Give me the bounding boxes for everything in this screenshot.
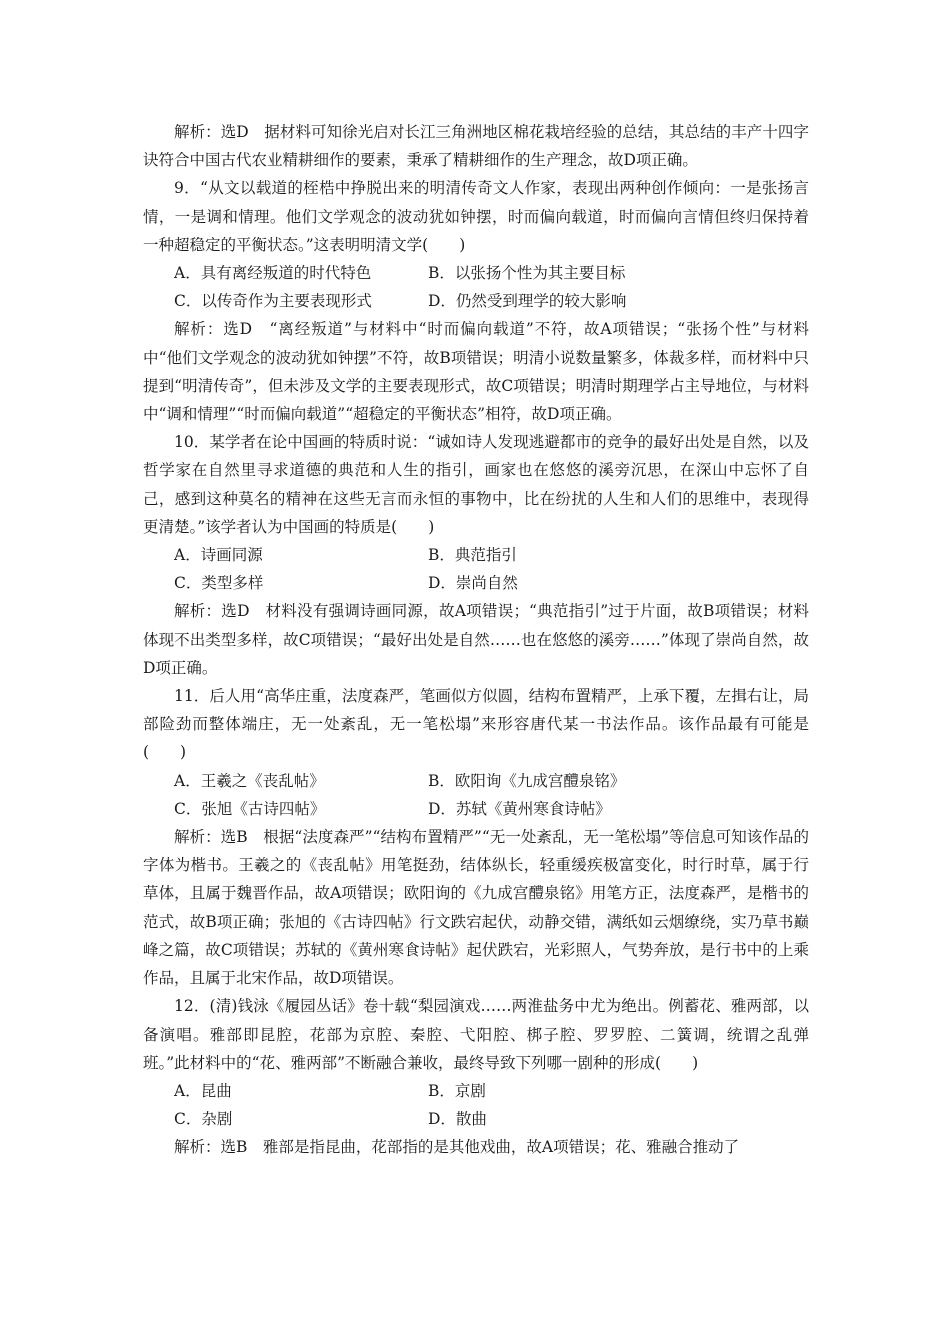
option-d: D．苏轼《黄州寒食诗帖》 (428, 799, 611, 818)
option-c: C．以传奇作为主要表现形式 (174, 292, 372, 311)
option-b: B．典范指引 (428, 546, 517, 565)
question-9-options (143, 259, 809, 315)
option-b: B．欧阳询《九成宫醴泉铭》 (428, 771, 626, 790)
option-a: A．具有离经叛道的时代特色 (174, 264, 372, 283)
question-12-stem: 12．(清)钱泳《履园丛话》卷十载“梨园演戏……两淮盐务中尤为绝出。例蓄花、雅两部，以备演唱。雅部即昆腔，花部为京腔、秦腔、弋阳腔、梆子腔、罗罗腔、二簧调，统谓之乱弹班。”此材料中的“花、雅两部”不断融合兼收，最终导致下列哪一剧种的形成( ) (143, 997, 809, 1072)
question-12-options (143, 1077, 809, 1133)
option-a: A．王羲之《丧乱帖》 (174, 771, 325, 790)
option-c: C．张旭《古诗四帖》 (174, 799, 326, 818)
option-b: B．京剧 (428, 1081, 486, 1100)
question-11-options (143, 767, 809, 823)
question-10-options (143, 541, 809, 597)
option-c: C．杂剧 (174, 1110, 233, 1129)
analysis-11: 解析：选B 根据“法度森严”“结构布置精严”“无一处紊乱，无一笔松塌”等信息可知该作品的字体为楷书。王羲之的《丧乱帖》用笔挺劲，结体纵长，轻重缓疾极富变化，时行时草，属于行草体，且属于魏晋作品，故A项错误；欧阳询的《九成宫醴泉铭》用笔方正，法度森严，是楷书的范式，故B项正确；张旭的《古诗四帖》行文跌宕起伏，动静交错，满纸如云烟缭绕，实乃草书巅峰之篇，故C项错误；苏轼的《黄州寒食诗帖》起伏跌宕，光彩照人，气势奔放，是行书中的上乘作品，且属于北宋作品，故D项错误。 (143, 828, 809, 988)
analysis-10: 解析：选D 材料没有强调诗画同源，故A项错误；“典范指引”过于片面，故B项错误；材料体现不出类型多样，故C项错误；“最好出处是自然……也在悠悠的溪旁……”体现了崇尚自然，故D项正确。 (143, 602, 809, 677)
option-d: D．散曲 (428, 1110, 487, 1129)
option-b: B．以张扬个性为其主要目标 (428, 264, 626, 283)
question-9-stem: 9．“从文以载道的桎梏中挣脱出来的明清传奇文人作家，表现出两种创作倾向：一是张扬言情，一是调和情理。他们文学观念的波动犹如钟摆，时而偏向载道，时而偏向言情但终归保持着一种超稳定的平衡状态。”这表明明清文学( ) (143, 179, 809, 254)
option-a: A．诗画同源 (174, 546, 263, 565)
analysis-9: 解析：选D “离经叛道”与材料中“时而偏向载道”不符，故A项错误；“张扬个性”与材料中“他们文学观念的波动犹如钟摆”不符，故B项错误；明清小说数量繁多，体裁多样，而材料中只提到“明清传奇”，但未涉及文学的主要表现形式，故C项错误；明清时期理学占主导地位，与材料中“调和情理”“时而偏向载道”“超稳定的平衡状态”相符，故D项正确。 (143, 320, 809, 424)
option-a: A．昆曲 (174, 1081, 232, 1100)
analysis-8: 解析：选D 据材料可知徐光启对长江三角洲地区棉花栽培经验的总结，其总结的丰产十四字诀符合中国古代农业精耕细作的要素，秉承了精耕细作的生产理念，故D项正确。 (143, 123, 809, 170)
document-body (143, 118, 809, 1162)
question-11-stem: 11．后人用“高华庄重，法度森严，笔画似方似圆，结构布置精严，上承下覆，左揖右让，局部险劲而整体端庄，无一处紊乱，无一笔松塌”来形容唐代某一书法作品。该作品最有可能是( ) (143, 687, 809, 762)
analysis-12: 解析：选B 雅部是指昆曲，花部指的是其他戏曲，故A项错误；花、雅融合推动了 (174, 1138, 740, 1157)
option-c: C．类型多样 (174, 574, 264, 593)
option-d: D．仍然受到理学的较大影响 (428, 292, 627, 311)
option-d: D．崇尚自然 (428, 574, 518, 593)
question-10-stem: 10．某学者在论中国画的特质时说：“诚如诗人发现逃避都市的竞争的最好出处是自然，以及哲学家在自然里寻求道德的典范和人生的指引，画家也在悠悠的溪旁沉思，在深山中忘怀了自己，感到这种莫名的精神在这些无言而永恒的事物中，比在纷扰的人生和人们的思维中，表现得更清楚。”该学者认为中国画的特质是( ) (143, 433, 809, 536)
